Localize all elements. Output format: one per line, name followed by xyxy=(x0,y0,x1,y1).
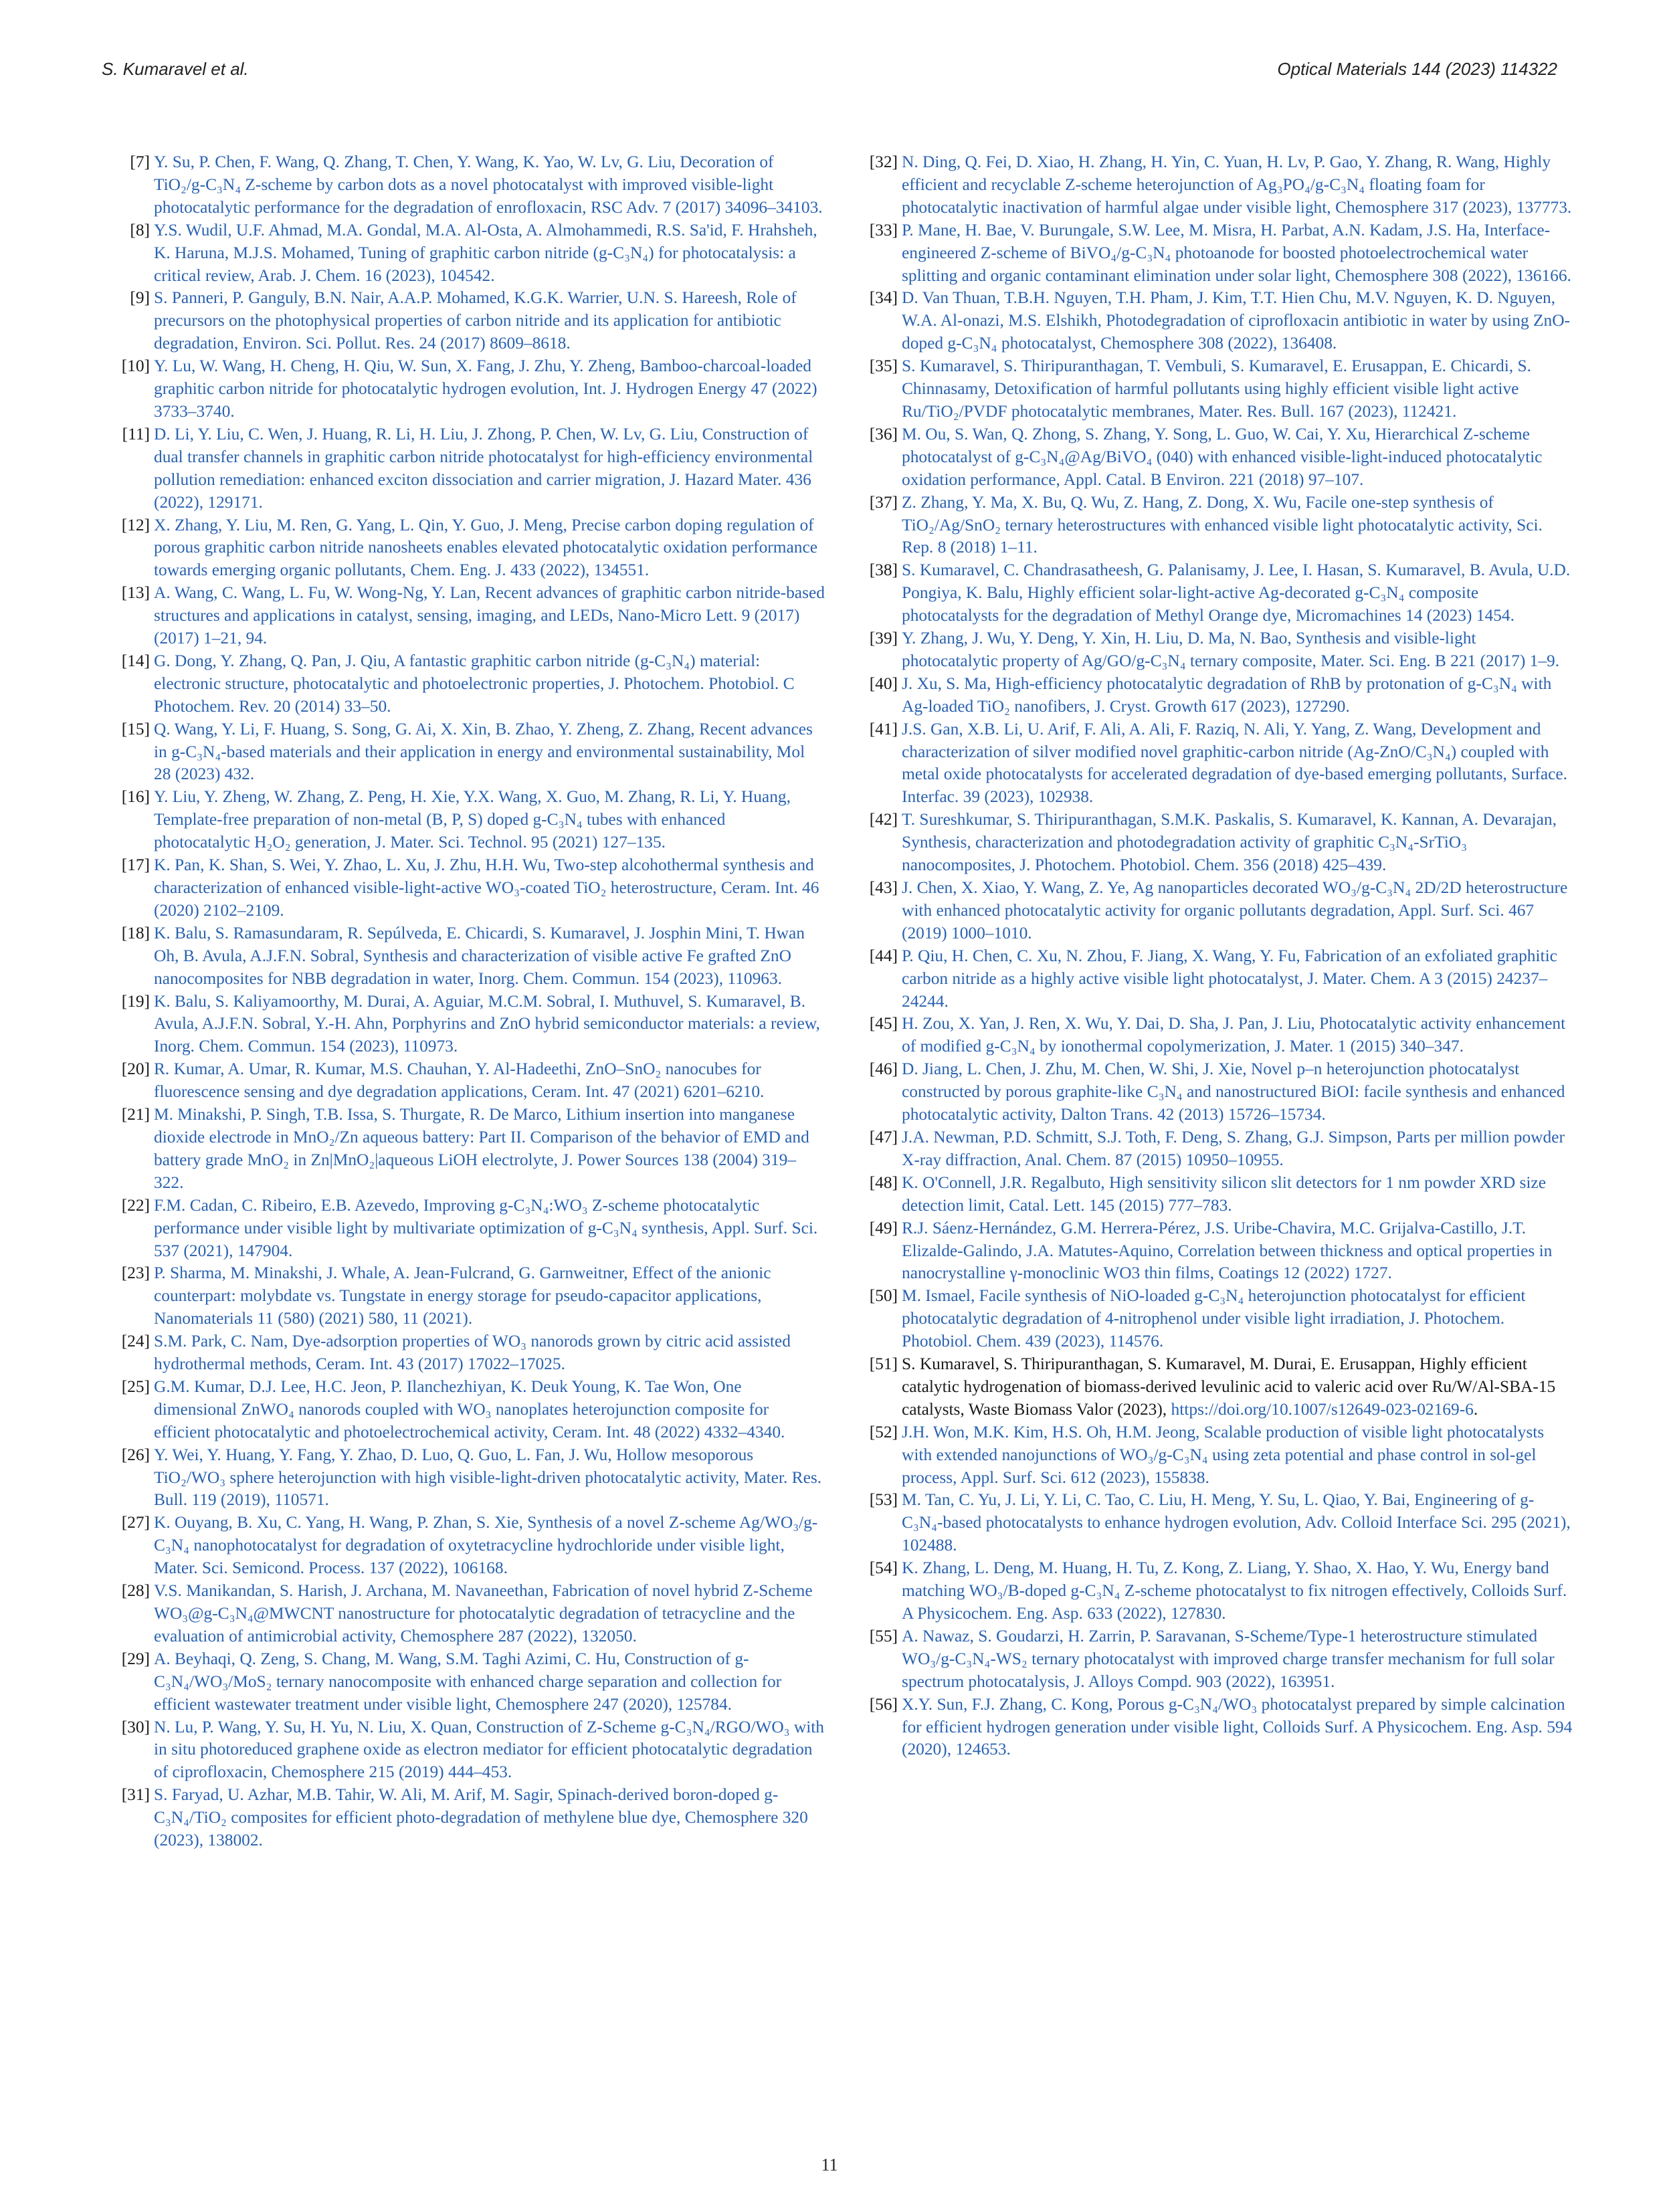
reference-item[interactable] xyxy=(116,991,825,1059)
reference-text[interactable] xyxy=(902,355,1573,423)
reference-text[interactable] xyxy=(902,877,1573,945)
reference-citation: Y. Wei, Y. Huang, Y. Fang, Y. Zhao, D. Luo, Q. Guo, L. Fan, J. Wu, Hollow mesoporous TiO₂/WO₃ sphere heterojunction with high visible-light-driven photocatalytic activity, Mater. Res. Bull. 119 (2019), 110571. xyxy=(154,1445,822,1510)
reference-text[interactable] xyxy=(154,151,825,219)
reference-number: [35] xyxy=(869,357,898,376)
reference-citation: F.M. Cadan, C. Ribeiro, E.B. Azevedo, Improving g-C₃N₄:WO₃ Z-scheme photocatalytic performance under visible light by multivariate optimization of g-C₃N₄ synthesis, Appl. Surf. Sci. 537 (2021), 147904. xyxy=(154,1195,818,1260)
reference-citation: A. Nawaz, S. Goudarzi, H. Zarrin, P. Saravanan, S-Scheme/Type-1 heterostructure stimulated WO₃/g-C₃N₄-WS₂ ternary photocatalyst with improved charge transfer mechanism for full solar spectrum photocatalysis, J. Alloys Compd. 903 (2022), 163951. xyxy=(902,1626,1555,1691)
reference-text[interactable] xyxy=(154,1058,825,1104)
reference-number: [30] xyxy=(121,1717,150,1736)
reference-text[interactable] xyxy=(154,1580,825,1648)
reference-text[interactable] xyxy=(154,1512,825,1580)
reference-item[interactable] xyxy=(116,650,825,718)
references-column-right xyxy=(864,151,1573,1761)
reference-text[interactable] xyxy=(902,219,1573,288)
reference-item[interactable] xyxy=(864,287,1573,355)
reference-number: [42] xyxy=(869,810,898,829)
reference-text[interactable] xyxy=(902,492,1573,560)
reference-item[interactable] xyxy=(864,1058,1573,1126)
reference-item[interactable] xyxy=(864,1013,1573,1058)
reference-number: [44] xyxy=(869,946,898,965)
reference-number: [36] xyxy=(869,424,898,443)
reference-number: [26] xyxy=(121,1445,150,1464)
reference-citation: G.M. Kumar, D.J. Lee, H.C. Jeon, P. Ilanchezhiyan, K. Deuk Young, K. Tae Won, One dimensional ZnWO₄ nanorods coupled with WO₃ nanoplates heterojunction composite for efficient photocatalytic and photoelectrochemical activity, Ceram. Int. 48 (2022) 4332–4340. xyxy=(154,1377,785,1441)
reference-number: [17] xyxy=(121,856,150,875)
reference-item[interactable] xyxy=(116,786,825,854)
reference-text[interactable] xyxy=(902,1013,1573,1058)
reference-number: [21] xyxy=(121,1105,150,1124)
reference-item[interactable] xyxy=(864,627,1573,673)
reference-citation: M. Minakshi, P. Singh, T.B. Issa, S. Thurgate, R. De Marco, Lithium insertion into manganese dioxide electrode in MnO₂/Zn aqueous battery: Part II. Comparison of the behavior of EMD and battery grade MnO₂ in Zn|MnO₂|aqueous LiOH electrolyte, J. Power Sources 138 (2004) 319–322. xyxy=(154,1105,809,1192)
reference-item[interactable] xyxy=(116,219,825,288)
reference-text[interactable] xyxy=(154,786,825,854)
reference-citation: J. Chen, X. Xiao, Y. Wang, Z. Ye, Ag nanoparticles decorated WO₃/g-C₃N₄ 2D/2D heterostructure with enhanced photocatalytic activity for organic pollutants degradation, Appl. Surf. Sci. 467 (2019) 1000–1010. xyxy=(902,878,1568,942)
reference-citation: Y. Zhang, J. Wu, Y. Deng, Y. Xin, H. Liu, D. Ma, N. Bao, Synthesis and visible-light photocatalytic property of Ag/GO/g-C₃N₄ ternary composite, Mater. Sci. Eng. B 221 (2017) 1–9. xyxy=(902,629,1560,670)
reference-number: [7] xyxy=(130,153,150,171)
reference-number: [32] xyxy=(869,153,898,171)
reference-citation: S. Kumaravel, S. Thiripuranthagan, S. Kumaravel, M. Durai, E. Erusappan, Highly efficient catalytic hydrogenation of biomass-derived levulinic acid to valeric acid over Ru/W/Al-SBA-15 catalysts, Waste Biomass Valor (2023), xyxy=(902,1354,1556,1419)
reference-item[interactable] xyxy=(116,1330,825,1376)
reference-number: [14] xyxy=(121,651,150,670)
reference-item[interactable] xyxy=(864,809,1573,877)
reference-citation: J.A. Newman, P.D. Schmitt, S.J. Toth, F. Deng, S. Zhang, G.J. Simpson, Parts per million powder X-ray diffraction, Anal. Chem. 87 (2015) 10950–10955. xyxy=(902,1127,1565,1169)
reference-number: [31] xyxy=(121,1785,150,1805)
reference-item[interactable] xyxy=(864,945,1573,1013)
reference-citation: Z. Zhang, Y. Ma, X. Bu, Q. Wu, Z. Hang, Z. Dong, X. Wu, Facile one-step synthesis of TiO₂/Ag/SnO₂ ternary heterostructures with enhanced visible light photocatalytic activity, Sci. Rep. 8 (2018) 1–11. xyxy=(902,492,1543,557)
reference-number: [24] xyxy=(121,1332,150,1351)
reference-number: [12] xyxy=(121,515,150,534)
reference-citation: N. Lu, P. Wang, Y. Su, H. Yu, N. Liu, X. Quan, Construction of Z-Scheme g-C₃N₄/RGO/WO₃ with in situ photoreduced graphene oxide as electron mediator for efficient photocatalytic degradation of ciprofloxacin, Chemosphere 215 (2019) 444–453. xyxy=(154,1717,824,1782)
running-header-authors: S. Kumaravel et al. xyxy=(102,59,249,79)
reference-number: [55] xyxy=(869,1626,898,1645)
reference-text[interactable] xyxy=(902,1058,1573,1126)
reference-text[interactable] xyxy=(902,1625,1573,1694)
reference-citation: J.H. Won, M.K. Kim, H.S. Oh, H.M. Jeong, Scalable production of visible light photocatalysts with extended nanojunctions of WO₃/g-C₃N₄ using zeta potential and phase control in sol-gel process, Appl. Surf. Sci. 612 (2023), 155838. xyxy=(902,1422,1545,1487)
reference-citation: X.Y. Sun, F.J. Zhang, C. Kong, Porous g-C₃N₄/WO₃ photocatalyst prepared by simple calcination for efficient hydrogen generation under visible light, Colloids Surf. A Physicochem. Eng. Asp. 594 (2020), 124653. xyxy=(902,1694,1573,1759)
reference-number: [49] xyxy=(869,1218,898,1237)
reference-citation: P. Mane, H. Bae, V. Burungale, S.W. Lee, M. Misra, H. Parbat, A.N. Kadam, J.S. Ha, Interface-engineered Z-scheme of BiVO₄/g-C₃N₄ photoanode for boosted photoelectrochemical water splitting and organic contaminant elimination under solar light, Chemosphere 308 (2022), 136166. xyxy=(902,220,1571,285)
reference-text[interactable] xyxy=(902,287,1573,355)
reference-number: [16] xyxy=(121,787,150,807)
reference-number: [13] xyxy=(121,583,150,603)
reference-item[interactable] xyxy=(864,1217,1573,1286)
reference-item[interactable] xyxy=(116,287,825,355)
reference-citation: N. Ding, Q. Fei, D. Xiao, H. Zhang, H. Yin, C. Yuan, H. Lv, P. Gao, Y. Zhang, R. Wang, Highly efficient and recyclable Z-scheme heterojunction of Ag₃PO₄/g-C₃N₄ floating foam for photocatalytic inactivation of harmful algae under visible light, Chemosphere 317 (2023), 137773. xyxy=(902,153,1572,217)
reference-citation: A. Beyhaqi, Q. Zeng, S. Chang, M. Wang, S.M. Taghi Azimi, C. Hu, Construction of g-C₃N₄/WO₃/MoS₂ ternary nanocomposite with enhanced charge separation and collection for efficient wastewater treatment under visible light, Chemosphere 247 (2020), 125784. xyxy=(154,1649,782,1714)
page-number: 11 xyxy=(821,2155,838,2175)
reference-text[interactable] xyxy=(902,673,1573,718)
reference-citation: X. Zhang, Y. Liu, M. Ren, G. Yang, L. Qin, Y. Guo, J. Meng, Precise carbon doping regulation of porous graphitic carbon nitride nanosheets enables elevated photocatalytic oxidation performance towards emerging organic pollutants, Chem. Eng. J. 433 (2022), 134551. xyxy=(154,515,817,580)
reference-item[interactable] xyxy=(864,1172,1573,1217)
reference-item[interactable] xyxy=(116,1444,825,1512)
reference-text[interactable] xyxy=(902,1285,1573,1353)
reference-item[interactable] xyxy=(116,1648,825,1716)
reference-item[interactable] xyxy=(116,854,825,922)
reference-text[interactable] xyxy=(902,627,1573,673)
reference-citation: P. Sharma, M. Minakshi, J. Whale, A. Jean-Fulcrand, G. Garnweitner, Effect of the anionic counterpart: molybdate vs. Tungstate in energy storage for pseudo-capacitor applications, Nanomaterials 11 (580) (2021) 580, 11 (2021). xyxy=(154,1264,771,1328)
reference-text[interactable] xyxy=(902,423,1573,492)
reference-item xyxy=(864,1353,1573,1421)
reference-text[interactable] xyxy=(154,1262,825,1330)
reference-text[interactable] xyxy=(154,1716,825,1785)
reference-item[interactable] xyxy=(864,1489,1573,1557)
reference-number: [37] xyxy=(869,492,898,512)
reference-citation: M. Ou, S. Wan, Q. Zhong, S. Zhang, Y. Song, L. Guo, W. Cai, Y. Xu, Hierarchical Z-scheme photocatalyst of g-C₃N₄@Ag/BiVO₄ (040) with enhanced visible-light-induced photocatalytic oxidation performance, Appl. Catal. B Environ. 221 (2018) 97–107. xyxy=(902,424,1543,489)
reference-number: [18] xyxy=(121,923,150,942)
reference-item[interactable] xyxy=(116,582,825,650)
reference-number: [28] xyxy=(121,1581,150,1601)
reference-item[interactable] xyxy=(864,718,1573,809)
reference-number: [53] xyxy=(869,1490,898,1510)
reference-citation: S. Faryad, U. Azhar, M.B. Tahir, W. Ali, M. Arif, M. Sagir, Spinach-derived boron-doped g-C₃N₄/TiO₂ composites for efficient photo-degradation of methylene blue dye, Chemosphere 320 (2023), 138002. xyxy=(154,1785,808,1850)
reference-item[interactable] xyxy=(864,1557,1573,1625)
reference-text xyxy=(902,1353,1573,1421)
reference-item[interactable] xyxy=(116,1580,825,1648)
reference-item[interactable] xyxy=(864,1625,1573,1694)
reference-citation: K. O'Connell, J.R. Regalbuto, High sensitivity silicon slit detectors for 1 nm powder XRD size detection limit, Catal. Lett. 145 (2015) 777–783. xyxy=(902,1173,1546,1215)
reference-number: [46] xyxy=(869,1060,898,1079)
reference-number: [45] xyxy=(869,1014,898,1033)
reference-citation: K. Pan, K. Shan, S. Wei, Y. Zhao, L. Xu, J. Zhu, H.H. Wu, Two-step alcohothermal synthesis and characterization of enhanced visible-light-active WO₃-coated TiO₂ heterostructure, Ceram. Int. 46 (2020) 2102–2109. xyxy=(154,856,819,920)
reference-text[interactable] xyxy=(154,991,825,1059)
reference-text[interactable] xyxy=(154,922,825,991)
reference-item[interactable] xyxy=(864,151,1573,219)
reference-number: [23] xyxy=(121,1264,150,1283)
reference-text[interactable] xyxy=(154,514,825,583)
reference-item[interactable] xyxy=(864,673,1573,718)
reference-item[interactable] xyxy=(116,922,825,991)
reference-number: [34] xyxy=(869,288,898,308)
reference-item[interactable] xyxy=(116,1262,825,1330)
reference-citation: K. Zhang, L. Deng, M. Huang, H. Tu, Z. Kong, Z. Liang, Y. Shao, X. Hao, Y. Wu, Energy band matching WO₃/B-doped g-C₃N₄ Z-scheme photocatalyst to fix nitrogen effectively, Colloids Surf. A Physicochem. Eng. Asp. 633 (2022), 127830. xyxy=(902,1559,1567,1623)
reference-number: [8] xyxy=(130,220,150,239)
reference-item[interactable] xyxy=(864,423,1573,492)
reference-text[interactable] xyxy=(154,582,825,650)
references-column-left xyxy=(116,151,825,1852)
reference-text[interactable] xyxy=(154,219,825,288)
reference-citation: G. Dong, Y. Zhang, Q. Pan, J. Qiu, A fantastic graphitic carbon nitride (g-C₃N₄) material: electronic structure, photocatalytic and photoelectronic properties, J. Photochem. Photobiol. C Photochem. Rev. 20 (2014) 33–50. xyxy=(154,651,795,716)
reference-citation: M. Tan, C. Yu, J. Li, Y. Li, C. Tao, C. Liu, H. Meng, Y. Su, L. Qiao, Y. Bai, Engineering of g-C₃N₄-based photocatalysts to enhance hydrogen evolution, Adv. Colloid Interface Sci. 295 (2021), 102488. xyxy=(902,1490,1571,1555)
reference-item[interactable] xyxy=(116,1716,825,1785)
reference-citation: S.M. Park, C. Nam, Dye-adsorption properties of WO₃ nanorods grown by citric acid assisted hydrothermal methods, Ceram. Int. 43 (2017) 17022–17025. xyxy=(154,1332,791,1374)
reference-number: [56] xyxy=(869,1694,898,1714)
reference-text[interactable] xyxy=(154,854,825,922)
reference-text[interactable] xyxy=(154,718,825,787)
reference-citation: Y.S. Wudil, U.F. Ahmad, M.A. Gondal, M.A. Al-Osta, A. Almohammedi, R.S. Sa'id, F. Hrahsheh, K. Haruna, M.J.S. Mohamed, Tuning of graphitic carbon nitride (g-C₃N₄) for photocatalysis: a critical review, Arab. J. Chem. 16 (2023), 104542. xyxy=(154,220,817,285)
reference-citation: K. Balu, S. Ramasundaram, R. Sepúlveda, E. Chicardi, S. Kumaravel, J. Josphin Mini, T. Hwan Oh, B. Avula, A.J.F.N. Sobral, Synthesis and characterization of visible active Fe grafted ZnO nanocomposites for NBB degradation in water, Inorg. Chem. Commun. 154 (2023), 110963. xyxy=(154,923,805,988)
reference-item[interactable] xyxy=(116,1784,825,1852)
reference-citation: K. Ouyang, B. Xu, C. Yang, H. Wang, P. Zhan, S. Xie, Synthesis of a novel Z-scheme Ag/WO₃/g-C₃N₄ nanophotocatalyst for degradation of oxytetracycline hydrochloride under visible light, Mater. Sci. Semicond. Process. 137 (2022), 106168. xyxy=(154,1513,818,1578)
reference-citation: D. Van Thuan, T.B.H. Nguyen, T.H. Pham, J. Kim, T.T. Hien Chu, M.V. Nguyen, K. D. Nguyen, W.A. Al-onazi, M.S. Elshikh, Photodegradation of ciprofloxacin antibiotic in water by using ZnO-doped g-C₃N₄ photocatalyst, Chemosphere 308 (2022), 136408. xyxy=(902,288,1570,353)
reference-item[interactable] xyxy=(864,492,1573,560)
reference-item[interactable] xyxy=(116,514,825,583)
reference-number: [43] xyxy=(869,878,898,897)
reference-text[interactable] xyxy=(902,945,1573,1013)
reference-citation: R.J. Sáenz-Hernández, G.M. Herrera-Pérez, J.S. Uribe-Chavira, M.C. Grijalva-Castillo, J.T. Elizalde-Galindo, J.A. Matutes-Aquino, Correlation between thickness and optical properties in nanocrystalline γ-monoclinic WO3 thin films, Coatings 12 (2022) 1727. xyxy=(902,1218,1553,1283)
reference-text[interactable] xyxy=(902,809,1573,877)
reference-number: [22] xyxy=(121,1195,150,1215)
reference-citation: Y. Liu, Y. Zheng, W. Zhang, Z. Peng, H. Xie, Y.X. Wang, X. Guo, M. Zhang, R. Li, Y. Huang, Template-free preparation of non-metal (B, P, S) doped g-C₃N₄ tubes with enhanced photocatalytic H₂O₂ generation, J. Mater. Sci. Technol. 95 (2021) 127–135. xyxy=(154,787,791,852)
reference-citation: Q. Wang, Y. Li, F. Huang, S. Song, G. Ai, X. Xin, B. Zhao, Y. Zheng, Z. Zhang, Recent advances in g-C₃N₄-based materials and their application in energy and environmental sustainability, Mol 28 (2023) 432. xyxy=(154,719,813,784)
reference-number: [52] xyxy=(869,1422,898,1441)
reference-text[interactable] xyxy=(902,1172,1573,1217)
reference-number: [10] xyxy=(121,357,150,376)
reference-text[interactable] xyxy=(902,1557,1573,1625)
reference-text[interactable] xyxy=(902,559,1573,627)
reference-item[interactable] xyxy=(864,1126,1573,1172)
reference-item[interactable] xyxy=(116,1104,825,1195)
reference-number: [11] xyxy=(122,424,150,443)
reference-number: [41] xyxy=(869,719,898,738)
reference-text[interactable] xyxy=(154,355,825,423)
reference-text[interactable] xyxy=(902,151,1573,219)
reference-number: [51] xyxy=(869,1354,898,1374)
reference-citation: D. Jiang, L. Chen, J. Zhu, M. Chen, W. Shi, J. Xie, Novel p–n heterojunction photocatalyst constructed by porous graphite-like C₃N₄ and nanostructured BiOI: facile synthesis and enhanced photocatalytic activity, Dalton Trans. 42 (2013) 15726–15734. xyxy=(902,1060,1565,1124)
running-header-journal: Optical Materials 144 (2023) 114322 xyxy=(1277,59,1557,79)
reference-number: [54] xyxy=(869,1559,898,1578)
reference-item[interactable] xyxy=(116,1195,825,1263)
reference-citation: R. Kumar, A. Umar, R. Kumar, M.S. Chauhan, Y. Al-Hadeethi, ZnO–SnO₂ nanocubes for fluorescence sensing and dye degradation applications, Ceram. Int. 47 (2021) 6201–6210. xyxy=(154,1060,765,1102)
reference-text[interactable] xyxy=(154,1648,825,1716)
reference-text[interactable] xyxy=(902,718,1573,809)
reference-number: [25] xyxy=(121,1377,150,1396)
reference-item[interactable] xyxy=(864,219,1573,288)
reference-citation: S. Kumaravel, S. Thiripuranthagan, T. Vembuli, S. Kumaravel, E. Erusappan, E. Chicardi, S. Chinnasamy, Detoxification of harmful pollutants using highly efficient visible light active Ru/TiO₂/PVDF photocatalytic membranes, Mater. Res. Bull. 167 (2023), 112421. xyxy=(902,357,1531,421)
reference-citation: Y. Lu, W. Wang, H. Cheng, H. Qiu, W. Sun, X. Fang, J. Zhu, Y. Zheng, Bamboo-charcoal-loaded graphitic carbon nitride for photocatalytic hydrogen evolution, Int. J. Hydrogen Energy 47 (2022) 3733–3740. xyxy=(154,357,817,421)
reference-citation: P. Qiu, H. Chen, C. Xu, N. Zhou, F. Jiang, X. Wang, Y. Fu, Fabrication of an exfoliated graphitic carbon nitride as a highly active visible light photocatalyst, J. Mater. Chem. A 3 (2015) 24237–24244. xyxy=(902,946,1557,1011)
reference-text[interactable] xyxy=(902,1694,1573,1762)
reference-item[interactable] xyxy=(864,1285,1573,1353)
reference-number: [29] xyxy=(121,1649,150,1668)
reference-citation: D. Li, Y. Liu, C. Wen, J. Huang, R. Li, H. Liu, J. Zhong, P. Chen, W. Lv, G. Liu, Construction of dual transfer channels in graphitic carbon nitride photocatalyst for high-efficiency environmental pollution remediation: enhanced exciton dissociation and carrier migration, J. Hazard Mater. 436 (2022), 129171. xyxy=(154,424,813,512)
reference-citation: M. Ismael, Facile synthesis of NiO-loaded g-C₃N₄ heterojunction photocatalyst for efficient photocatalytic degradation of 4-nitrophenol under visible light irradiation, J. Photochem. Photobiol. Chem. 439 (2023), 114576. xyxy=(902,1286,1526,1351)
reference-number: [15] xyxy=(121,719,150,738)
reference-citation: S. Kumaravel, C. Chandrasatheesh, G. Palanisamy, J. Lee, I. Hasan, S. Kumaravel, B. Avula, U.D. Pongiya, K. Balu, Highly efficient solar-light-active Ag-decorated g-C₃N₄ composite photocatalysts for the degradation of Methyl Orange dye, Micromachines 14 (2023) 1454. xyxy=(902,561,1571,625)
reference-number: [33] xyxy=(869,220,898,239)
reference-citation: H. Zou, X. Yan, J. Ren, X. Wu, Y. Dai, D. Sha, J. Pan, J. Liu, Photocatalytic activity enhancement of modified g-C₃N₄ by ionothermal copolymerization, J. Mater. 1 (2015) 340–347. xyxy=(902,1014,1566,1056)
reference-number: [27] xyxy=(121,1513,150,1532)
reference-item[interactable] xyxy=(864,355,1573,423)
reference-text[interactable] xyxy=(154,1330,825,1376)
reference-number: [39] xyxy=(869,629,898,648)
doi-link[interactable]: https://doi.org/10.1007/s12649-023-02169-6 xyxy=(1171,1399,1474,1419)
reference-citation: A. Wang, C. Wang, L. Fu, W. Wong-Ng, Y. Lan, Recent advances of graphitic carbon nitride-based structures and applications in catalyst, sensing, imaging, and LEDs, Nano-Micro Lett. 9 (2017) (2017) 1–21, 94. xyxy=(154,583,825,648)
reference-citation: V.S. Manikandan, S. Harish, J. Archana, M. Navaneethan, Fabrication of novel hybrid Z-Scheme WO₃@g-C₃N₄@MWCNT nanostructure for photocatalytic degradation of tetracycline and the evaluation of antimicrobial activity, Chemosphere 287 (2022), 132050. xyxy=(154,1581,813,1645)
reference-item[interactable] xyxy=(116,718,825,787)
reference-text[interactable] xyxy=(154,423,825,514)
reference-item[interactable] xyxy=(864,877,1573,945)
reference-text[interactable] xyxy=(902,1126,1573,1172)
reference-citation: Y. Su, P. Chen, F. Wang, Q. Zhang, T. Chen, Y. Wang, K. Yao, W. Lv, G. Liu, Decoration of TiO₂/g-C₃N₄ Z-scheme by carbon dots as a novel photocatalyst with improved visible-light photocatalytic performance for the degradation of enrofloxacin, RSC Adv. 7 (2017) 34096–34103. xyxy=(154,153,823,217)
reference-number: [38] xyxy=(869,561,898,580)
reference-text[interactable] xyxy=(154,1104,825,1195)
reference-item[interactable] xyxy=(116,151,825,219)
reference-text[interactable] xyxy=(902,1489,1573,1557)
reference-number: [9] xyxy=(130,288,150,308)
reference-item[interactable] xyxy=(116,1376,825,1444)
reference-citation: K. Balu, S. Kaliyamoorthy, M. Durai, A. Aguiar, M.C.M. Sobral, I. Muthuvel, S. Kumaravel, B. Avula, A.J.F.N. Sobral, Y.-H. Ahn, Porphyrins and ZnO hybrid semiconductor materials: a review, Inorg. Chem. Commun. 154 (2023), 110973. xyxy=(154,991,820,1056)
reference-text[interactable] xyxy=(154,1195,825,1263)
reference-item[interactable] xyxy=(116,355,825,423)
reference-citation: J. Xu, S. Ma, High-efficiency photocatalytic degradation of RhB by protonation of g-C₃N₄ with Ag-loaded TiO₂ nanofibers, J. Cryst. Growth 617 (2023), 127290. xyxy=(902,674,1552,716)
reference-number: [47] xyxy=(869,1127,898,1146)
reference-text[interactable] xyxy=(154,650,825,718)
reference-text[interactable] xyxy=(902,1421,1573,1490)
reference-text[interactable] xyxy=(154,287,825,355)
reference-citation: T. Sureshkumar, S. Thiripuranthagan, S.M.K. Paskalis, S. Kumaravel, K. Kannan, A. Devarajan, Synthesis, characterization and photodegradation activity of graphitic C₃N₄-SrTiO₃ nanocomposites, J. Photochem. Photobiol. Chem. 356 (2018) 425–439. xyxy=(902,810,1557,875)
reference-citation: J.S. Gan, X.B. Li, U. Arif, F. Ali, A. Ali, F. Raziq, N. Ali, Y. Yang, Z. Wang, Development and characterization of silver modified novel graphitic-carbon nitride (Ag-ZnO/C₃N₄) coupled with metal oxide photocatalysts for accelerated degradation of dye-based emerging pollutants, Surface. Interfac. 39 (2023), 102938. xyxy=(902,719,1568,807)
reference-item[interactable] xyxy=(864,559,1573,627)
reference-item[interactable] xyxy=(116,423,825,514)
reference-item[interactable] xyxy=(864,1421,1573,1490)
reference-number: [40] xyxy=(869,674,898,693)
reference-item[interactable] xyxy=(864,1694,1573,1762)
reference-number: [48] xyxy=(869,1173,898,1192)
reference-tail: . xyxy=(1473,1399,1478,1419)
reference-number: [20] xyxy=(121,1060,150,1079)
reference-number: [50] xyxy=(869,1286,898,1306)
reference-text[interactable] xyxy=(154,1376,825,1444)
reference-citation: S. Panneri, P. Ganguly, B.N. Nair, A.A.P. Mohamed, K.G.K. Warrier, U.N. S. Hareesh, Role of precursors on the photophysical properties of carbon nitride and its application for antibiotic degradation, Environ. Sci. Pollut. Res. 24 (2017) 8609–8618. xyxy=(154,288,797,353)
reference-text[interactable] xyxy=(154,1444,825,1512)
reference-item[interactable] xyxy=(116,1058,825,1104)
reference-text[interactable] xyxy=(902,1217,1573,1286)
reference-number: [19] xyxy=(121,991,150,1011)
reference-text[interactable] xyxy=(154,1784,825,1852)
reference-item[interactable] xyxy=(116,1512,825,1580)
